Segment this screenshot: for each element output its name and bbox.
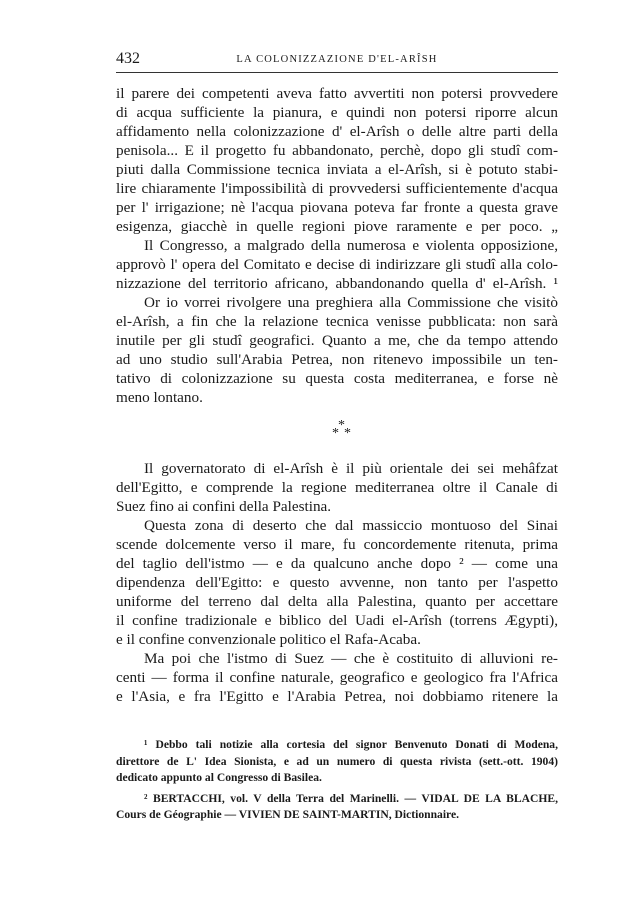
text-line: Il Congresso, a malgrado della numerosa e violenta opposizione, [144,237,558,254]
text-line: nizzazione del territorio africano, abbandonando quella d' el-Arîsh. ¹ [116,275,558,292]
footnotes [116,737,558,824]
text-line: per l' irrigazione; nè l'acqua piovana poteva far fronte a questa grave [116,199,558,216]
running-title: LA COLONIZZAZIONE D'EL-ARÎSH [236,54,438,65]
text-line: Il governatorato di el-Arîsh è il più orientale dei sei mehâfzat [144,460,558,477]
section-1-text [116,84,558,407]
text-line: esigenza, giacchè in quelle regioni piove raramente e per poco. „ [116,218,558,235]
text-line: scende dolcemente verso il mare, fu concordemente ritenuta, prima [116,536,558,553]
text-line: ad uno studio sull'Arabia Petrea, non ritenevo impossibile un ten- [116,351,558,368]
text-line: Ma poi che l'istmo di Suez — che è costituito di alluvioni re- [144,650,558,667]
text-line: centi — forma il confine naturale, geografico e geologico fra l'Africa [116,669,558,686]
text-line: affidamento nella colonizzazione d' el-Arîsh o delle altre parti della [116,123,558,140]
text-line: Suez fino ai confini della Palestina. [116,498,332,515]
text-line: il parere dei competenti aveva fatto avvertiti non potersi provvedere [116,85,558,102]
page-number: 432 [116,50,140,67]
section-2-text [116,459,558,706]
text-line: e il confine convenzionale politico el Rafa-Acaba. [116,631,421,648]
text-line: el-Arîsh, a fin che la relazione tecnica venisse pubblicata: non sarà [116,313,558,330]
text-line: penisola... E il progetto fu abbandonato, perchè, dopo gli studî com- [116,142,558,159]
footnote-line: ² BERTACCHI, vol. V della Terra del Marinelli. — VIDAL DE LA BLACHE, [144,791,558,805]
text-line: dipendenza dell'Egitto: e questo avvenne, non tanto per l'aspetto [116,574,558,591]
text-line: Or io vorrei rivolgere una preghiera alla Commissione che visitò [144,294,558,311]
text-line: Questa zona di deserto che dal massiccio montuoso del Sinai [144,517,558,534]
page-header [116,50,558,73]
text-line: piuti dalla Commissione tecnica inviata a el-Arîsh, si è potuto stabi- [116,161,558,178]
text-line: di acqua sufficiente la pianura, e quindi non potersi riporre alcun [116,104,558,121]
asterism-star: * [332,426,339,441]
text-line: dell'Egitto, e comprende la regione mediterranea oltre il Canale di [116,479,558,496]
footnote-line: Cours de Géographie — VIVIEN DE SAINT-MARTIN, Dictionnaire. [116,808,460,821]
footnote-line: dedicato appunto al Congresso di Basilea. [116,771,322,784]
asterism-star: * [344,426,351,441]
footnote-line: ¹ Debbo tali notizie alla cortesia del signor Benvenuto Donati di Modena, [144,738,558,751]
footnote-line: direttore de L' Idea Sionista, e ad un numero di questa rivista (sett.-ott. 1904) [116,754,558,768]
text-line: del taglio dell'istmo — e da qualcuno anche dopo ² — come una [116,555,558,572]
section-divider-asterism [0,423,619,443]
asterism-star: * [338,418,345,433]
text-line: inutile per gli studî geografici. Quanto a me, che da tempo attendo [116,332,558,349]
text-line: tativo di colonizzazione su questa costa mediterranea, e forse nè [116,370,558,387]
text-line: uniforme del terreno dal delta alla Palestina, quanto per accettare [116,593,558,610]
text-line: il confine tradizionale e biblico del Uadi el-Arîsh (torrens Ægypti), [116,612,558,629]
text-line: approvò l' opera del Comitato e decise di indirizzare gli studî alla colo- [116,256,558,273]
text-line: lire chiaramente l'impossibilità di provvedersi sufficientemente d'acqua [116,180,558,197]
text-line: meno lontano. [116,389,203,406]
text-line: e l'Asia, e fra l'Egitto e l'Arabia Petrea, noi dobbiamo ritenere la [116,688,558,705]
